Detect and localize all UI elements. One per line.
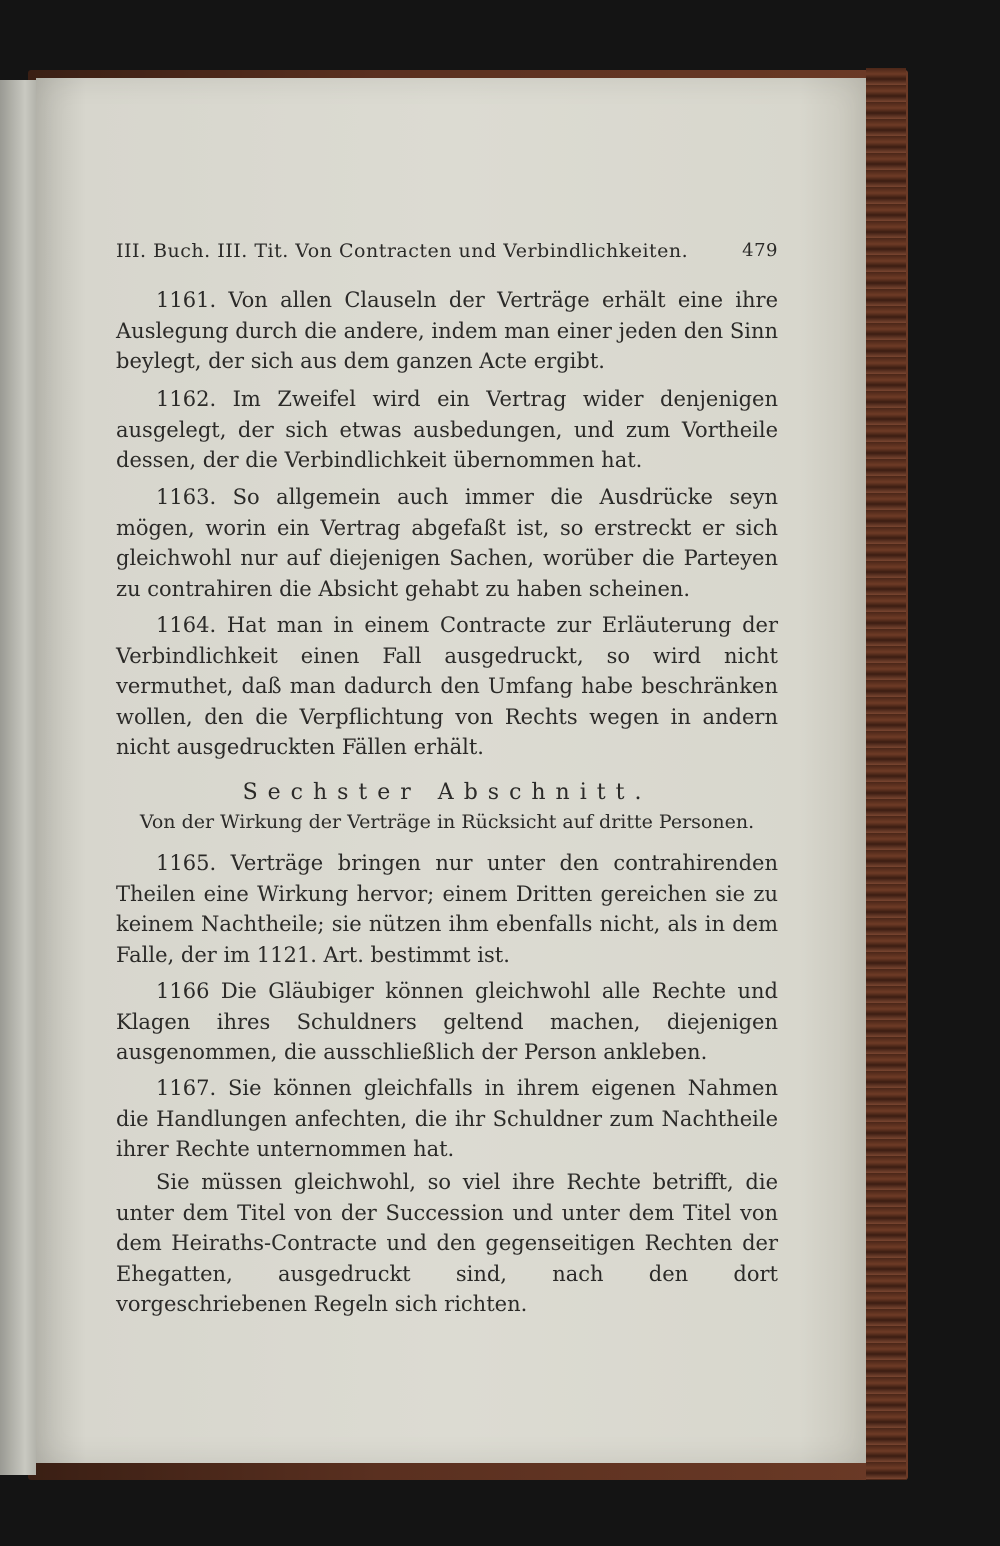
article-text: Hat man in einem Contracte zur Erläuterung der Verbindlichkeit einen Fall ausgedruckt, so wird nicht vermuthet, daß man dadurch den Umfang habe beschränken wollen, den die Verpflichtung von Rechts wegen in andern nicht ausgedruckten Fällen erhält. — [116, 613, 778, 759]
article-1163 — [116, 482, 778, 604]
previous-page-edge — [0, 80, 36, 1475]
article-text: Die Gläubiger können gleichwohl alle Rechte und Klagen ihres Schuldners geltend machen, diejenigen ausgenommen, die ausschließlich der Person ankleben. — [116, 979, 778, 1064]
article-1167 — [116, 1073, 778, 1165]
section-title: Sechster Abschnitt. — [242, 780, 652, 805]
article-number: 1166 — [156, 979, 210, 1003]
article-text: Sie können gleichfalls in ihrem eigenen Nahmen die Handlungen anfechten, die ihr Schuldner zum Nachtheile ihrer Rechte unternommen hat. — [116, 1076, 778, 1161]
article-number: 1161. — [156, 288, 217, 312]
running-header — [116, 240, 778, 262]
article-number: 1167. — [156, 1076, 217, 1100]
book-page — [36, 78, 866, 1463]
article-text: Von allen Clauseln der Verträge erhält eine ihre Auslegung durch die andere, indem man einer jeden den Sinn beylegt, der sich aus dem ganzen Acte ergibt. — [116, 288, 778, 373]
article-1161 — [116, 285, 778, 377]
article-text: Verträge bringen nur unter den contrahirenden Theilen eine Wirkung hervor; einem Dritten gereichen sie zu keinem Nachtheile; sie nützen ihm ebenfalls nicht, als in dem Falle, der im 1121. Art. bestimmt ist. — [116, 851, 778, 967]
article-number: 1162. — [156, 387, 217, 411]
article-number: 1163. — [156, 485, 217, 509]
article-number: 1164. — [156, 613, 217, 637]
running-head-title: III. Buch. III. Tit. Von Contracten und Verbindlichkeiten. — [116, 240, 689, 262]
book-cover-edge — [866, 68, 906, 1480]
article-text: So allgemein auch immer die Ausdrücke seyn mögen, worin ein Vertrag abgefaßt ist, so erstreckt er sich gleichwohl nur auf diejenigen Sachen, worüber die Parteyen zu contrahiren die Absicht gehabt zu haben scheinen. — [116, 485, 778, 601]
article-1164 — [116, 610, 778, 763]
article-1166 — [116, 976, 778, 1068]
article-number: 1165. — [156, 851, 217, 875]
article-1162 — [116, 384, 778, 476]
article-1165 — [116, 848, 778, 970]
article-text: Sie müssen gleichwohl, so viel ihre Rechte betrifft, die unter dem Titel von der Succession und unter dem Titel von dem Heiraths-Contracte und den gegenseitigen Rechten der Ehegatten, ausgedruckt sind, nach den dort vorgeschriebenen Regeln sich richten. — [116, 1170, 778, 1316]
article-text: Im Zweifel wird ein Vertrag wider denjenigen ausgelegt, der sich etwas ausbedungen, und zum Vortheile dessen, der die Verbindlichkeit übernommen hat. — [116, 387, 778, 472]
section-subtitle: Von der Wirkung der Verträge in Rücksicht auf dritte Personen. — [139, 811, 755, 833]
page-number: 479 — [742, 240, 778, 261]
article-1167-continued — [116, 1167, 778, 1320]
